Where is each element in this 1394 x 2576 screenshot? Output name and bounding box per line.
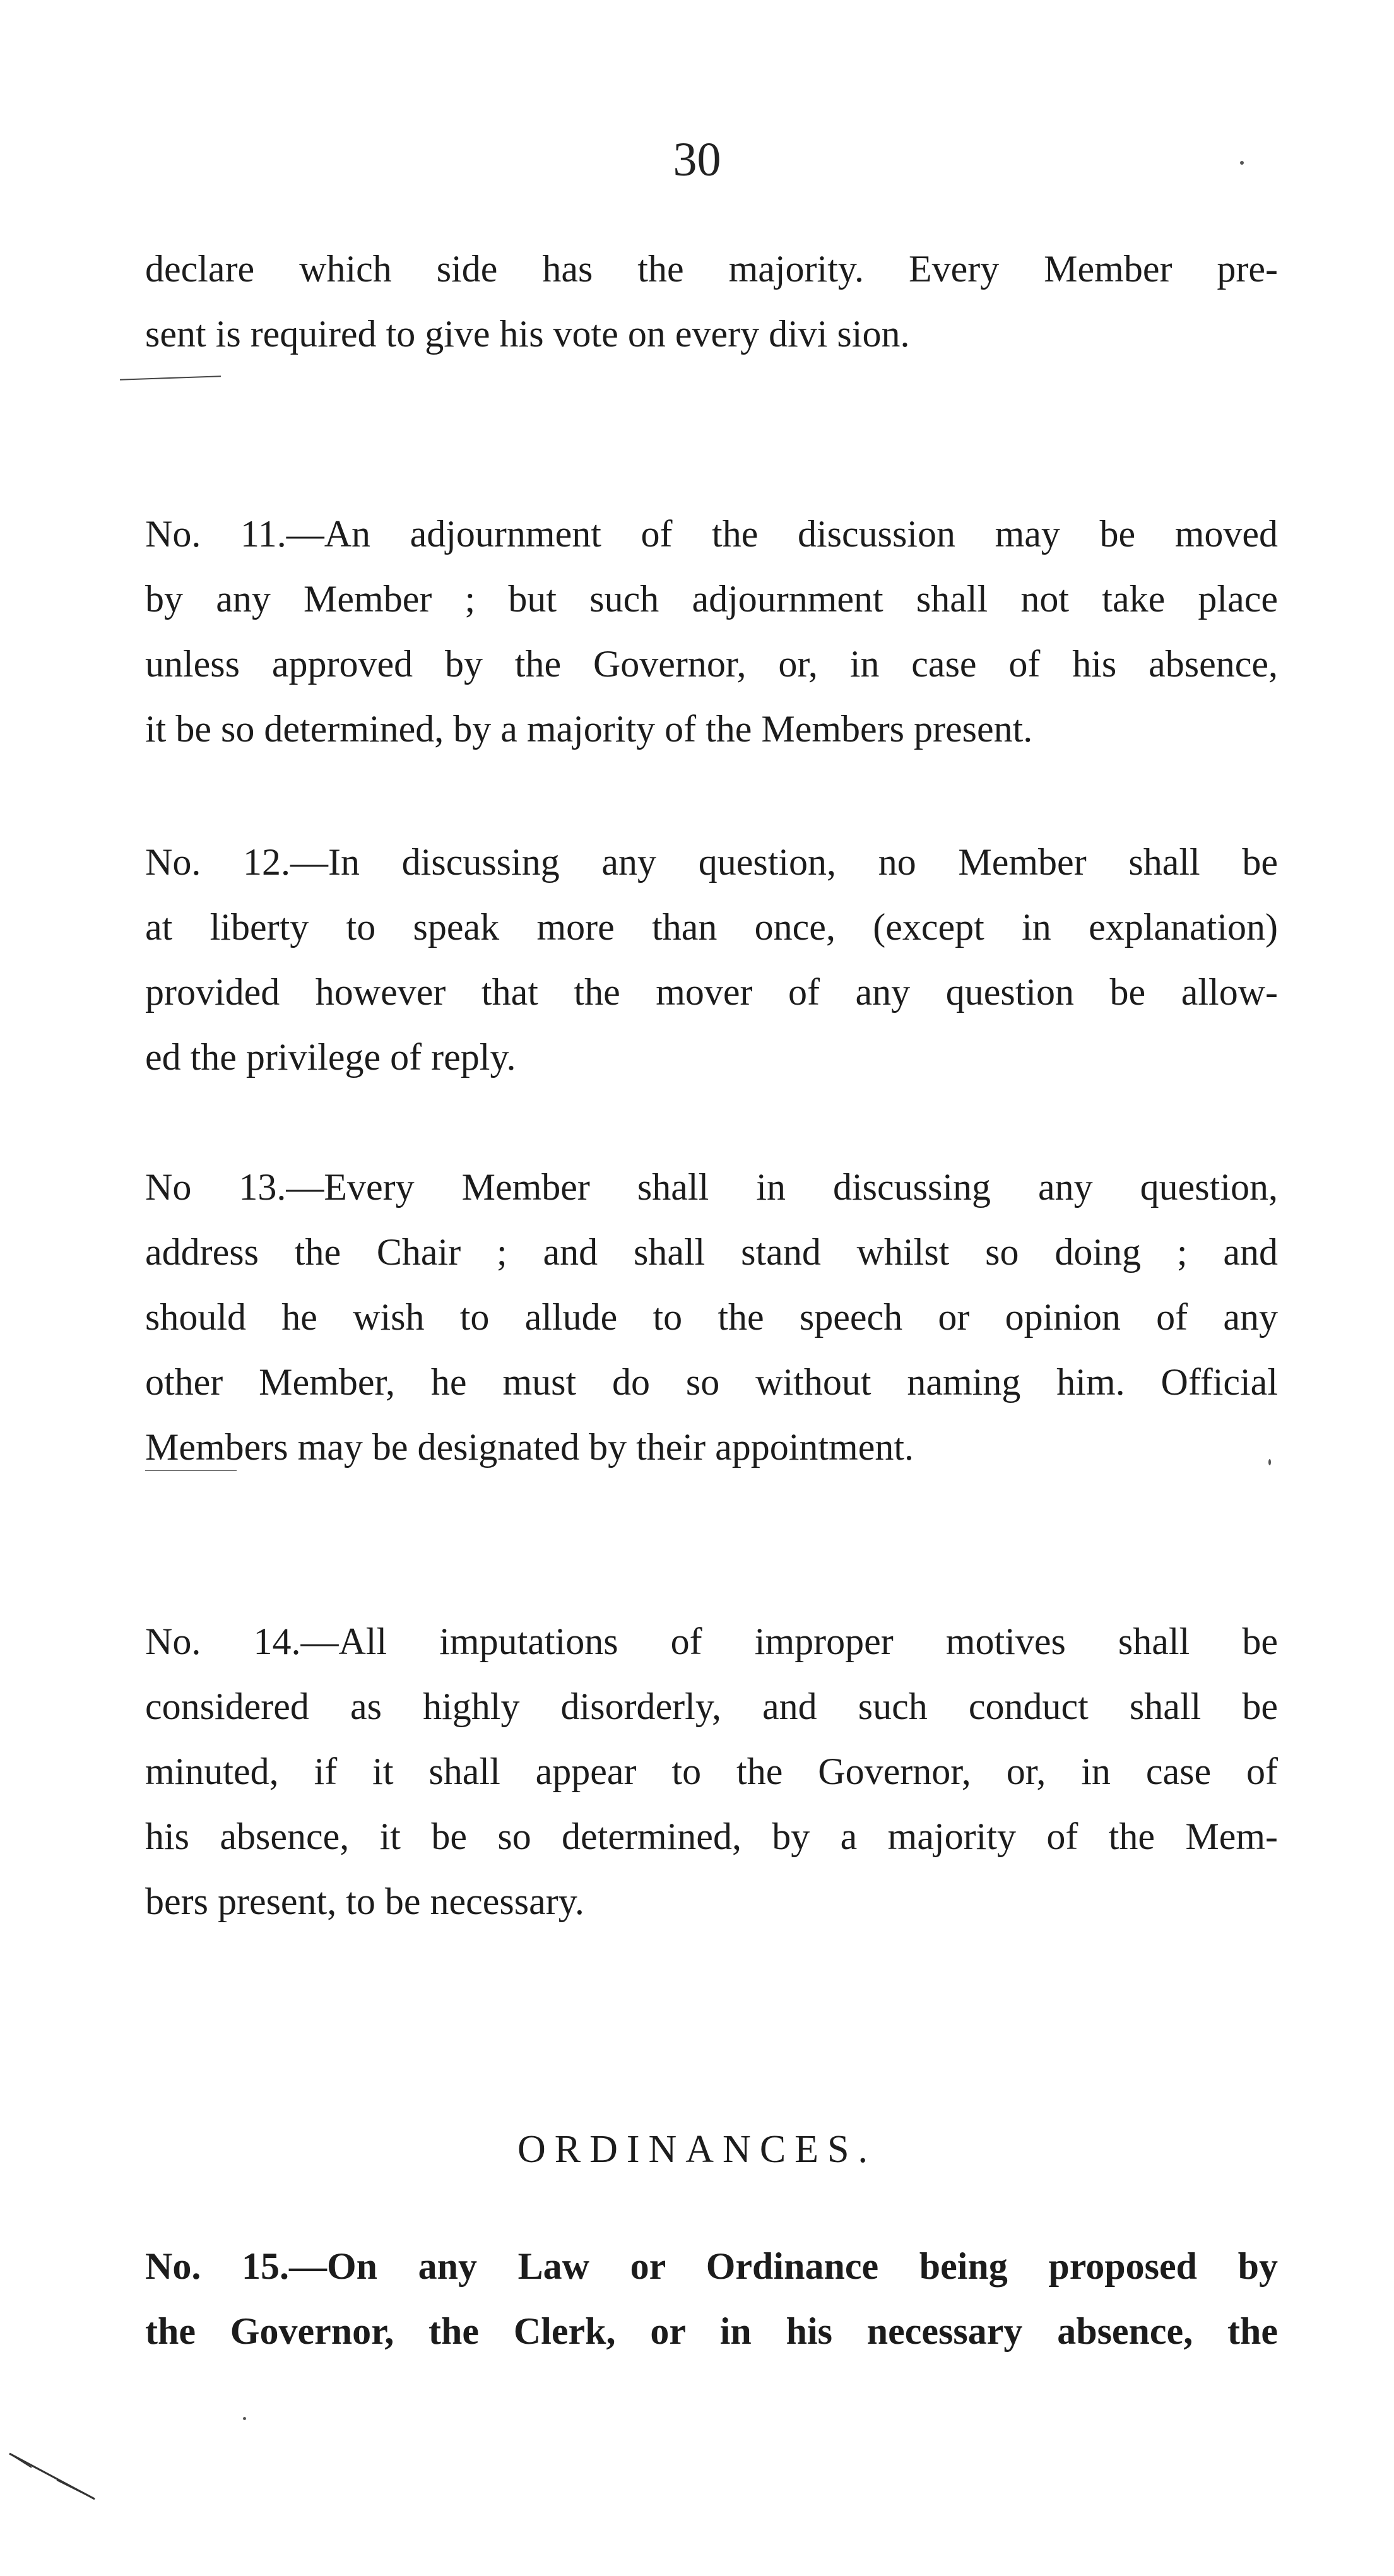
text-line: provided however that the mover of any question be allow- bbox=[145, 971, 1278, 1013]
text-line: No. 15.—On any Law or Ordinance being proposed by bbox=[145, 2245, 1278, 2287]
text-line: should he wish to allude to the speech or opinion of any bbox=[145, 1296, 1278, 1338]
margin-mark-icon bbox=[6, 2449, 101, 2505]
text-line: No. 12.—In discussing any question, no Member shall be bbox=[145, 841, 1278, 883]
paragraph-continuation bbox=[145, 237, 1278, 367]
text-line: by any Member ; but such adjournment shall not take place bbox=[145, 578, 1278, 620]
text-line: considered as highly disorderly, and such conduct shall be bbox=[145, 1686, 1278, 1727]
text-line: his absence, it be so determined, by a majority of the Mem- bbox=[145, 1816, 1278, 1857]
text-line: minuted, if it shall appear to the Governor, or, in case of bbox=[145, 1751, 1278, 1792]
text-line: sent is required to give his vote on every divi sion. bbox=[145, 313, 910, 355]
text-line: bers present, to be necessary. bbox=[145, 1881, 584, 1922]
paragraph-rule-15 bbox=[145, 2234, 1278, 2364]
paragraph-rule-13 bbox=[145, 1155, 1278, 1480]
text-line: No. 14.—All imputations of improper motives shall be bbox=[145, 1621, 1278, 1662]
text-line: the Governor, the Clerk, or in his necessary absence, the bbox=[145, 2310, 1278, 2352]
scan-underline bbox=[120, 375, 221, 381]
paragraph-rule-12 bbox=[145, 830, 1278, 1090]
page-number: 30 bbox=[673, 133, 721, 186]
text-line: it be so determined, by a majority of the Members present. bbox=[145, 708, 1033, 750]
text-line: address the Chair ; and shall stand whilst so doing ; and bbox=[145, 1231, 1278, 1273]
scan-speck bbox=[1268, 1459, 1271, 1465]
text-line: at liberty to speak more than once, (except in explanation) bbox=[145, 906, 1278, 948]
scan-underline bbox=[145, 1470, 237, 1471]
scan-speck bbox=[243, 2417, 246, 2420]
text-line: declare which side has the majority. Every Member pre- bbox=[145, 248, 1278, 290]
text-line: other Member, he must do so without naming him. Official bbox=[145, 1361, 1278, 1403]
paragraph-rule-11 bbox=[145, 502, 1278, 762]
text-line: ed the privilege of reply. bbox=[145, 1036, 516, 1078]
section-heading: ORDINANCES. bbox=[517, 2128, 877, 2171]
text-line: No. 11.—An adjournment of the discussion may be moved bbox=[145, 513, 1278, 555]
paragraph-rule-14 bbox=[145, 1609, 1278, 1934]
text-line: No 13.—Every Member shall in discussing any question, bbox=[145, 1166, 1278, 1208]
text-line: unless approved by the Governor, or, in case of his absence, bbox=[145, 643, 1278, 685]
scan-speck bbox=[1240, 161, 1244, 165]
text-line: Members may be designated by their appointment. bbox=[145, 1426, 914, 1468]
